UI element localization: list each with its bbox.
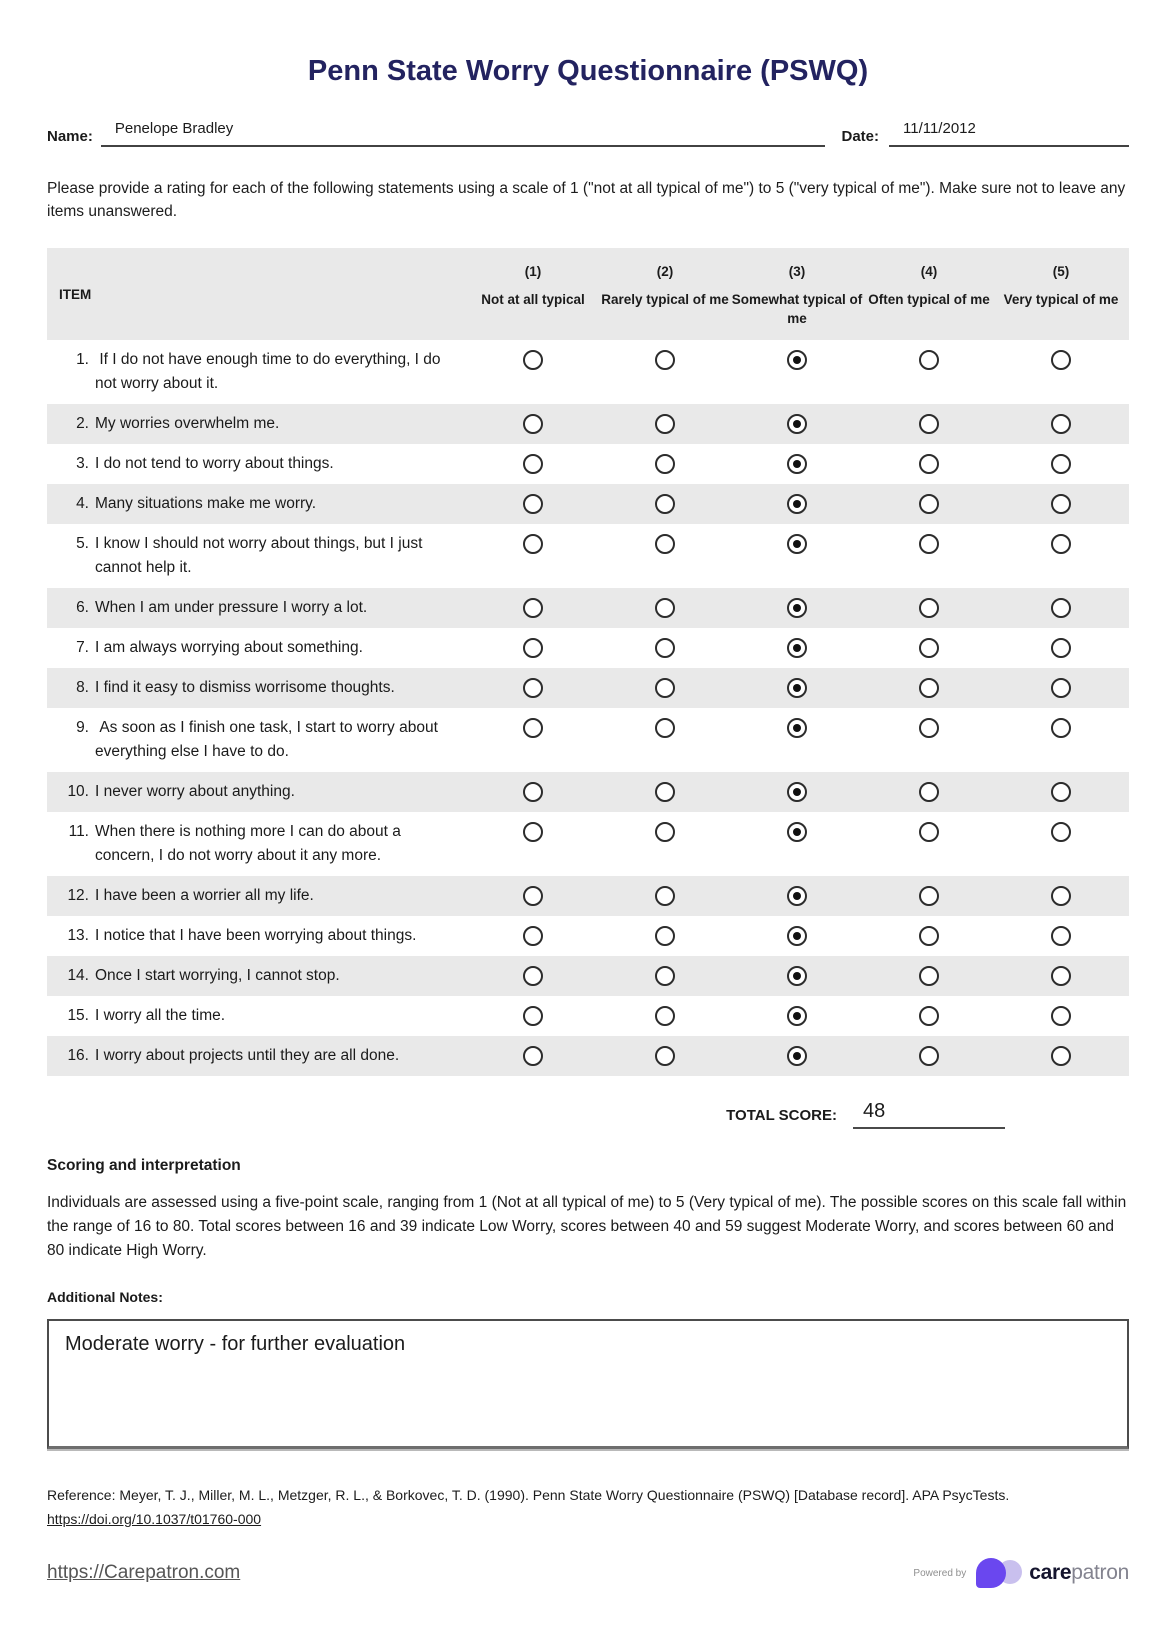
- carepatron-brand: [913, 1558, 1129, 1589]
- item-text: When I am under pressure I worry a lot.: [95, 598, 368, 616]
- radio-item8-option1[interactable]: [523, 678, 543, 698]
- radio-item11-option2[interactable]: [655, 822, 675, 842]
- radio-item4-option1[interactable]: [523, 494, 543, 514]
- item-row-15: [47, 996, 1129, 1036]
- item-number: 8.: [76, 678, 89, 696]
- reference-text: [47, 1483, 1129, 1532]
- radio-item13-option4[interactable]: [919, 926, 939, 946]
- doi-link[interactable]: https://doi.org/10.1037/t01760-000: [47, 1511, 262, 1528]
- radio-item16-option1[interactable]: [523, 1046, 543, 1066]
- radio-item9-option1[interactable]: [523, 718, 543, 738]
- item-text: As soon as I finish one task, I start to worry about everything else I have to do.: [95, 718, 443, 760]
- radio-item4-option2[interactable]: [655, 494, 675, 514]
- date-label: Date:: [841, 128, 879, 145]
- radio-item14-option5[interactable]: [1051, 966, 1071, 986]
- item-text: I find it easy to dismiss worrisome thoughts.: [95, 678, 395, 696]
- radio-item11-option5[interactable]: [1051, 822, 1071, 842]
- radio-item15-option4[interactable]: [919, 1006, 939, 1026]
- item-row-6: [47, 588, 1129, 628]
- radio-item2-option2[interactable]: [655, 414, 675, 434]
- radio-item5-option3[interactable]: [787, 534, 807, 554]
- item-text: If I do not have enough time to do everything, I do not worry about it.: [95, 350, 445, 392]
- page-title: Penn State Worry Questionnaire (PSWQ): [307, 55, 869, 87]
- radio-item4-option4[interactable]: [919, 494, 939, 514]
- logo-purple-bubble: [976, 1558, 1006, 1588]
- radio-item13-option5[interactable]: [1051, 926, 1071, 946]
- radio-item7-option3[interactable]: [787, 638, 807, 658]
- radio-item16-option4[interactable]: [919, 1046, 939, 1066]
- total-score-field[interactable]: 48: [853, 1100, 1005, 1129]
- radio-item16-option2[interactable]: [655, 1046, 675, 1066]
- radio-item15-option5[interactable]: [1051, 1006, 1071, 1026]
- radio-item6-option2[interactable]: [655, 598, 675, 618]
- radio-item13-option2[interactable]: [655, 926, 675, 946]
- item-row-7: [47, 628, 1129, 668]
- item-number: 6.: [76, 598, 89, 616]
- radio-item1-option1[interactable]: [523, 350, 543, 370]
- questionnaire-table: [47, 248, 1129, 1076]
- reference-citation: Reference: Meyer, T. J., Miller, M. L., Metzger, R. L., & Borkovec, T. D. (1990). Penn State Worry Questionnaire (PSWQ) [Database record]. APA PsycTests.: [47, 1486, 1010, 1503]
- item-number: 13.: [67, 926, 89, 944]
- radio-item16-option3[interactable]: [787, 1046, 807, 1066]
- radio-item5-option2[interactable]: [655, 534, 675, 554]
- radio-item2-option5[interactable]: [1051, 414, 1071, 434]
- carepatron-logo-icon: [976, 1558, 1022, 1589]
- radio-item7-option5[interactable]: [1051, 638, 1071, 658]
- item-row-2: [47, 404, 1129, 444]
- item-text: I do not tend to worry about things.: [95, 454, 334, 472]
- item-number: 11.: [68, 822, 89, 840]
- radio-item8-option3[interactable]: [787, 678, 807, 698]
- item-text: Once I start worrying, I cannot stop.: [95, 966, 340, 984]
- radio-item4-option3[interactable]: [787, 494, 807, 514]
- name-date-row: [47, 120, 1129, 147]
- radio-item13-option1[interactable]: [523, 926, 543, 946]
- item-row-12: [47, 876, 1129, 916]
- item-text: When there is nothing more I can do about a concern, I do not worry about it any more.: [95, 822, 406, 864]
- radio-item12-option1[interactable]: [523, 886, 543, 906]
- radio-item3-option2[interactable]: [655, 454, 675, 474]
- radio-item2-option3[interactable]: [787, 414, 807, 434]
- footer: [47, 1558, 1129, 1589]
- item-column-header: ITEM: [59, 287, 92, 302]
- item-row-10: [47, 772, 1129, 812]
- item-text: I know I should not worry about things, but I just cannot help it.: [95, 534, 427, 576]
- table-header-row: [47, 248, 1129, 340]
- column-header-4: (4) Often typical of me: [868, 263, 990, 307]
- radio-item14-option4[interactable]: [919, 966, 939, 986]
- item-row-9: [47, 708, 1129, 772]
- item-number: 12.: [67, 886, 89, 904]
- radio-item7-option2[interactable]: [655, 638, 675, 658]
- radio-item6-option3[interactable]: [787, 598, 807, 618]
- radio-item6-option4[interactable]: [919, 598, 939, 618]
- item-number: 9.: [76, 718, 89, 736]
- radio-item5-option4[interactable]: [919, 534, 939, 554]
- item-number: 3.: [76, 454, 89, 472]
- table-body: [47, 340, 1129, 1076]
- item-number: 2.: [76, 414, 89, 432]
- instructions-text: Please provide a rating for each of the following statements using a scale of 1 ("not at all typical of me") to 5 ("very typical of me"). Make sure not to leave any items unanswered.: [47, 180, 1126, 221]
- item-number: 10.: [67, 782, 89, 800]
- radio-item7-option1[interactable]: [523, 638, 543, 658]
- radio-item12-option5[interactable]: [1051, 886, 1071, 906]
- name-field[interactable]: Penelope Bradley: [101, 120, 826, 147]
- column-header-2: (2) Rarely typical of me: [601, 263, 729, 307]
- item-number: 15.: [67, 1006, 89, 1024]
- radio-item2-option4[interactable]: [919, 414, 939, 434]
- radio-item13-option3[interactable]: [787, 926, 807, 946]
- radio-item14-option3[interactable]: [787, 966, 807, 986]
- notes-text: Moderate worry - for further evaluation: [65, 1332, 406, 1355]
- radio-item1-option2[interactable]: [655, 350, 675, 370]
- item-number: 14.: [67, 966, 89, 984]
- radio-item3-option1[interactable]: [523, 454, 543, 474]
- radio-item10-option4[interactable]: [919, 782, 939, 802]
- radio-item12-option2[interactable]: [655, 886, 675, 906]
- item-text: I worry about projects until they are all done.: [95, 1046, 400, 1064]
- item-row-8: [47, 668, 1129, 708]
- column-header-1: (1) Not at all typical: [481, 263, 585, 307]
- radio-item1-option4[interactable]: [919, 350, 939, 370]
- radio-item3-option5[interactable]: [1051, 454, 1071, 474]
- item-row-1: [47, 340, 1129, 404]
- item-row-16: [47, 1036, 1129, 1076]
- radio-item10-option2[interactable]: [655, 782, 675, 802]
- name-label: Name:: [47, 128, 93, 145]
- radio-item12-option4[interactable]: [919, 886, 939, 906]
- radio-item9-option4[interactable]: [919, 718, 939, 738]
- radio-item8-option5[interactable]: [1051, 678, 1071, 698]
- scoring-heading: Scoring and interpretation: [47, 1156, 241, 1174]
- item-number: 4.: [76, 494, 89, 512]
- item-row-11: [47, 812, 1129, 876]
- radio-item7-option4[interactable]: [919, 638, 939, 658]
- radio-item10-option3[interactable]: [787, 782, 807, 802]
- radio-item8-option2[interactable]: [655, 678, 675, 698]
- item-text: I have been a worrier all my life.: [95, 886, 314, 904]
- item-row-5: [47, 524, 1129, 588]
- total-score-label: TOTAL SCORE:: [726, 1106, 837, 1124]
- item-text: My worries overwhelm me.: [95, 414, 280, 432]
- item-text: I never worry about anything.: [95, 782, 295, 800]
- radio-item12-option3[interactable]: [787, 886, 807, 906]
- item-text: Many situations make me worry.: [95, 494, 317, 512]
- radio-item4-option5[interactable]: [1051, 494, 1071, 514]
- radio-item10-option1[interactable]: [523, 782, 543, 802]
- radio-item3-option4[interactable]: [919, 454, 939, 474]
- item-number: 16.: [67, 1046, 89, 1064]
- radio-item11-option3[interactable]: [787, 822, 807, 842]
- column-header-5: (5) Very typical of me: [1003, 263, 1119, 307]
- item-number: 1.: [76, 350, 89, 368]
- item-row-14: [47, 956, 1129, 996]
- item-text: I am always worrying about something.: [95, 638, 363, 656]
- radio-item14-option1[interactable]: [523, 966, 543, 986]
- column-header-3: (3) Somewhat typical of me: [731, 263, 863, 326]
- radio-item9-option2[interactable]: [655, 718, 675, 738]
- item-text: I worry all the time.: [95, 1006, 226, 1024]
- item-number: 7.: [76, 638, 89, 656]
- radio-item15-option2[interactable]: [655, 1006, 675, 1026]
- carepatron-wordmark: carepatron: [1029, 1561, 1129, 1585]
- radio-item16-option5[interactable]: [1051, 1046, 1071, 1066]
- radio-item15-option3[interactable]: [787, 1006, 807, 1026]
- radio-item8-option4[interactable]: [919, 678, 939, 698]
- item-row-3: [47, 444, 1129, 484]
- item-row-13: [47, 916, 1129, 956]
- radio-item14-option2[interactable]: [655, 966, 675, 986]
- radio-item15-option1[interactable]: [523, 1006, 543, 1026]
- additional-notes-label: Additional Notes:: [47, 1288, 163, 1305]
- radio-item3-option3[interactable]: [787, 454, 807, 474]
- scoring-text: Individuals are assessed using a five-point scale, ranging from 1 (Not at all typical of me) to 5 (Very typical of me). The possible scores on this scale fall within the range of 16 to 80. Total scores between 16 and 39 indicate Low Worry, scores between 40 and 59 suggest Moderate Worry, and scores between 60 and 80 indicate High Worry.: [47, 1193, 1127, 1259]
- notes-textarea[interactable]: [47, 1319, 1129, 1449]
- radio-item5-option5[interactable]: [1051, 534, 1071, 554]
- item-text: I notice that I have been worrying about things.: [95, 926, 417, 944]
- radio-item1-option3[interactable]: [787, 350, 807, 370]
- radio-item10-option5[interactable]: [1051, 782, 1071, 802]
- powered-by-label: Powered by: [913, 1567, 967, 1579]
- radio-item9-option3[interactable]: [787, 718, 807, 738]
- radio-item6-option1[interactable]: [523, 598, 543, 618]
- total-score-row: [47, 1100, 1129, 1129]
- item-number: 5.: [76, 534, 89, 552]
- radio-item5-option1[interactable]: [523, 534, 543, 554]
- radio-item9-option5[interactable]: [1051, 718, 1071, 738]
- date-field[interactable]: 11/11/2012: [889, 120, 1129, 147]
- item-row-4: [47, 484, 1129, 524]
- radio-item11-option1[interactable]: [523, 822, 543, 842]
- radio-item2-option1[interactable]: [523, 414, 543, 434]
- carepatron-link[interactable]: https://Carepatron.com: [47, 1562, 241, 1584]
- radio-item6-option5[interactable]: [1051, 598, 1071, 618]
- radio-item1-option5[interactable]: [1051, 350, 1071, 370]
- radio-item11-option4[interactable]: [919, 822, 939, 842]
